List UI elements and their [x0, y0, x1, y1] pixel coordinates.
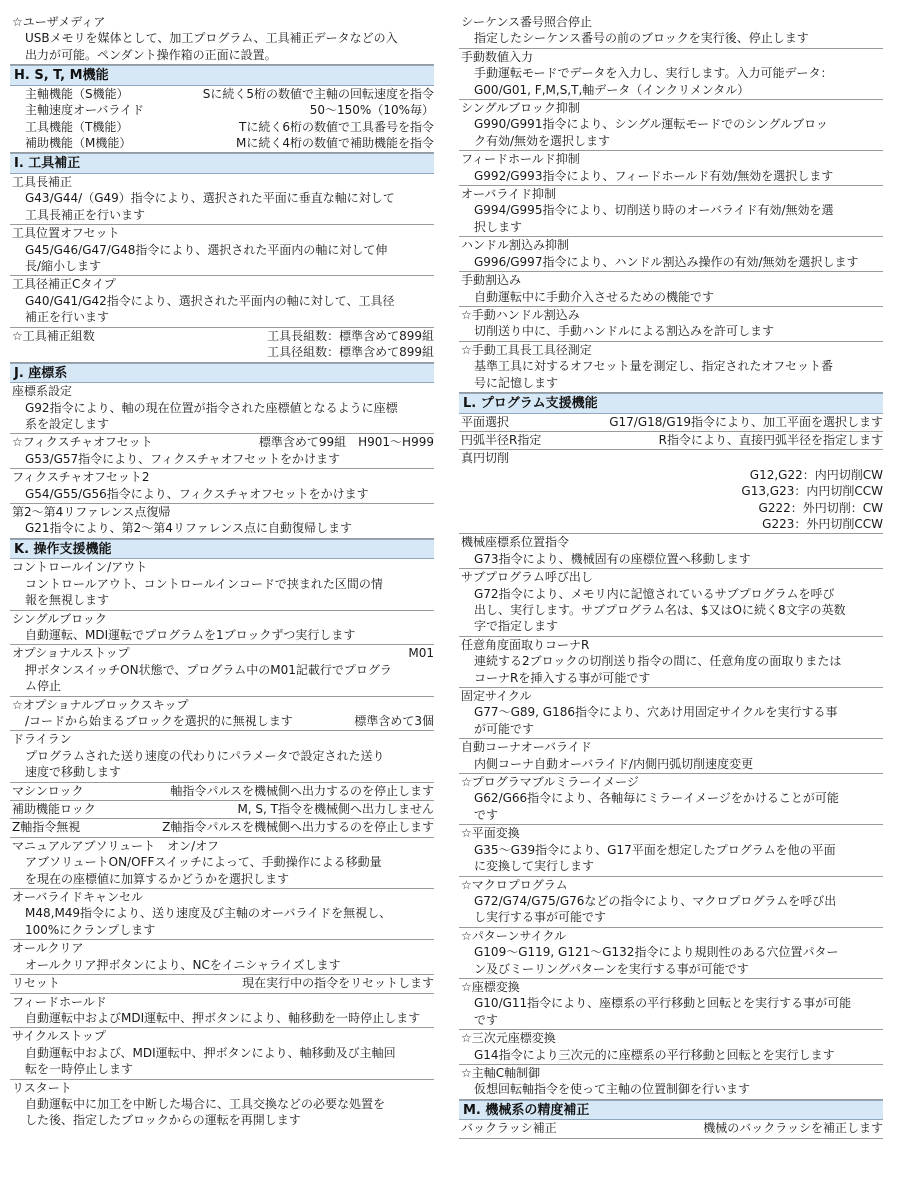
entry — [10, 1080, 434, 1130]
entry — [10, 838, 434, 889]
entry-title: 真円切削 — [461, 451, 510, 466]
entry-desc-line: 長/縮小します — [25, 259, 102, 274]
entry-title: ☆フィクスチャオフセット — [12, 435, 153, 450]
entry — [10, 801, 434, 819]
entry-title: ☆オプショナルブロックスキップ — [12, 697, 189, 712]
entry — [459, 186, 883, 237]
entry-title: オプショナルストップ — [12, 646, 130, 661]
spec-value: Z軸指令パルスを機械側へ出力するのを停止します — [162, 820, 434, 835]
entry-desc-line: コントロールアウト、コントロールインコードで挟まれた区間の情 — [25, 576, 383, 591]
spec-row — [10, 328, 434, 344]
entry-desc-line: 系を設定します — [25, 416, 110, 431]
spec-row — [10, 783, 434, 799]
spec-value: Mに続く4桁の数値で補助機能を指令 — [236, 136, 434, 151]
spec-row — [10, 801, 434, 817]
entry — [459, 825, 883, 876]
entry-desc-line: 自動運転中および、MDI運転中、押ボタンにより、軸移動及び主軸回 — [25, 1045, 396, 1060]
entry-desc-line: プログラムされた送り速度の代わりにパラメータで設定された送り — [25, 748, 385, 763]
spec-value: 標準含めて3個 — [354, 714, 434, 728]
entry-desc-line: 号に記憶します — [474, 375, 559, 390]
spec-row — [10, 819, 434, 835]
entry-tool-offset-sets — [10, 328, 434, 363]
entry — [459, 49, 883, 100]
entry-title: シングルブロック — [12, 611, 107, 626]
entry-desc-line: 速度で移動します — [25, 765, 122, 780]
entry — [10, 819, 434, 837]
entry-desc-line: 報を無視します — [25, 593, 110, 608]
entry-title: ドライラン — [12, 732, 72, 747]
entry-title: オールクリア — [12, 941, 84, 956]
entry-title: リスタート — [12, 1080, 72, 1095]
entry — [459, 14, 883, 49]
entry-desc-line: G14指令により三次元的に座標系の平行移動と回転とを実行します — [474, 1047, 835, 1062]
entry-desc-line: 自動運転中およびMDI運転中、押ボタンにより、軸移動を一時停止します — [25, 1010, 421, 1025]
section-heading-l: L. プログラム支援機能 — [459, 393, 883, 414]
entry-title: サイクルストップ — [12, 1029, 106, 1044]
entry-desc-line: 連続する2ブロックの切削送り指令の間に、任意角度の面取りまたは — [474, 654, 842, 669]
entry-title: ハンドル割込み抑制 — [461, 238, 570, 253]
entry-desc-line: G996/G997指令により、ハンドル割込み操作の有効/無効を選択します — [474, 254, 859, 269]
entry — [10, 1028, 434, 1079]
entry-hstm-rows — [10, 86, 434, 154]
entry-title: ☆主軸C軸制御 — [461, 1065, 541, 1080]
entry-desc-line: した後、指定したブロックからの運転を再開します — [25, 1113, 301, 1128]
entry-desc-line: 択します — [474, 219, 523, 234]
entry-desc-line: 指定したシーケンス番号の前のブロックを実行後、停止します — [474, 31, 809, 46]
entry-desc-line: を現在の座標値に加算するかどうかを選択します — [25, 871, 290, 886]
entry — [459, 877, 883, 928]
entry-desc-line: G109〜G119, G121〜G132指令により規則性のある穴位置パター — [474, 945, 839, 960]
entry-desc-line: USBメモリを媒体として、加工プログラム、工具補正データなどの入 — [25, 31, 398, 46]
entry-desc-line: G92指令により、軸の現在位置が指令された座標値となるように座標 — [25, 400, 398, 415]
entry-desc-line: 工具長補正を行います — [25, 207, 146, 222]
entry-title: 手動数値入力 — [461, 49, 534, 64]
spec-row — [10, 713, 434, 729]
entry — [459, 979, 883, 1030]
entry — [10, 994, 434, 1029]
entry-title: Z軸指令無視 — [12, 820, 81, 835]
spec-value: R指令により、直接円弧半径を指定します — [658, 432, 883, 447]
entry — [10, 504, 434, 539]
entry — [10, 940, 434, 975]
entry-desc-line: 基準工具に対するオフセット量を測定し、指定されたオフセット番 — [474, 359, 834, 374]
spec-row — [459, 414, 883, 430]
entry-title: 任意角度面取りコーナR — [461, 637, 590, 652]
entry-title: 工具位置オフセット — [12, 226, 120, 241]
entry-desc-line: 出力が可能。ペンダント操作箱の正面に設置。 — [25, 47, 277, 62]
entry-desc-line: G45/G46/G47/G48指令により、選択された平面内の軸に対して伸 — [25, 242, 388, 257]
spec-value: G13,G23：内円切削CCW — [741, 484, 883, 499]
entry-desc-line: 100%にクランプします — [25, 922, 156, 937]
entry-desc-line: G53/G57指令により、フィクスチャオフセットをかけます — [25, 451, 341, 466]
entry — [459, 414, 883, 432]
entry — [10, 645, 434, 696]
entry-desc-line: G10/G11指令により、座標系の平行移動と回転とを実行する事が可能 — [474, 996, 852, 1011]
entry-desc-line: 押ボタンスイッチON状態で、プログラム中のM01記載行でプログラ — [25, 662, 392, 677]
entry — [10, 731, 434, 782]
section-heading-m: M. 機械系の精度補正 — [459, 1100, 883, 1121]
entry-title: シーケンス番号照合停止 — [461, 15, 593, 29]
entry-desc-line: G40/G41/G42指令により、選択された平面内の軸に対して、工具径 — [25, 293, 395, 308]
spec-value: 機械のバックラッシを補正します — [703, 1121, 883, 1136]
entry-desc-line: G77〜G89, G186指令により、穴あけ用固定サイクルを実行する事 — [474, 705, 838, 720]
entry — [459, 739, 883, 774]
entry-title: 固定サイクル — [461, 689, 532, 704]
entry — [10, 975, 434, 993]
entry-title: オーバライドキャンセル — [12, 890, 144, 905]
entry-title: ☆座標変換 — [461, 979, 520, 994]
entry-desc-line: 自動運転中に加工を中断した場合に、工具交換などの必要な処置を — [25, 1096, 386, 1111]
spec-row — [10, 135, 434, 151]
spec-value: G12,G22：内円切削CW — [749, 467, 883, 482]
entry-title: ☆手動ハンドル割込み — [461, 307, 580, 322]
entry — [10, 276, 434, 327]
entry — [459, 688, 883, 739]
entry — [459, 237, 883, 272]
entry-desc-line: G43/G44/（G49）指令により、選択された平面に垂直な軸に対して — [25, 191, 395, 206]
entry-title: ☆プログラマブルミラーイメージ — [461, 775, 639, 790]
entry-title: 工具長補正 — [12, 175, 73, 190]
spec-value: 現在実行中の指令をリセットします — [242, 976, 434, 991]
entry-desc-line: です — [474, 807, 499, 822]
spec-value: G223：外円切削CCW — [762, 516, 883, 531]
entry-title: ☆マクロプログラム — [461, 877, 568, 892]
spec-value: G222：外円切削：CW — [758, 500, 883, 515]
section-heading-i: I. 工具補正 — [10, 153, 434, 174]
section-heading-j: J. 座標系 — [10, 363, 434, 384]
entry — [459, 534, 883, 569]
spec-label: 主軸機能（S機能） — [25, 86, 129, 101]
entry-desc-line: し実行する事が可能です — [474, 910, 607, 925]
entry-desc-line: 自動運転中に手動介入させるための機能です — [474, 289, 715, 304]
entry-desc-line: G990/G991指令により、シングル運転モードでのシングルブロッ — [474, 117, 828, 132]
entry-title: 第2〜第4リファレンス点復帰 — [12, 504, 171, 519]
entry — [459, 1120, 883, 1138]
spec-row — [10, 434, 434, 450]
entry — [10, 174, 434, 225]
entry-desc-line: 字で指定します — [474, 619, 559, 634]
entry-desc-line: です — [474, 1012, 499, 1027]
entry — [459, 151, 883, 186]
entry-title: マシンロック — [12, 783, 84, 798]
spec-value: G17/G18/G19指令により、加工平面を選択します — [609, 414, 883, 429]
spec-label: 補助機能（M機能） — [25, 136, 132, 151]
entry-title: 座標系設定 — [12, 384, 73, 399]
entry-title: フィクスチャオフセット2 — [12, 470, 150, 485]
entry-desc-line: 手動運転モードでデータを入力し、実行します。入力可能データ： — [474, 66, 833, 81]
entry-title: ☆ユーザメディア — [12, 15, 106, 29]
entry-desc-line: 補正を行います — [25, 310, 110, 325]
entry-user-media — [10, 14, 434, 65]
entry-title: ☆パターンサイクル — [461, 928, 567, 943]
spec-value: M01 — [408, 646, 434, 661]
entry — [459, 432, 883, 450]
entry-desc-line: コーナRを挿入する事が可能です — [474, 670, 651, 685]
entry-desc-line: /コードから始まるブロックを選択的に無視します — [25, 714, 293, 728]
entry-desc-line: G992/G993指令により、フィードホールド有効/無効を選択します — [474, 168, 834, 183]
spec-value: 工具長組数：標準含めて899組 — [267, 328, 434, 343]
entry-desc-line: G62/G66指令により、各軸毎にミラーイメージをかけることが可能 — [474, 791, 839, 806]
entry-desc-line: アブソリュートON/OFFスイッチによって、手動操作による移動量 — [25, 855, 382, 870]
entry-title: シングルブロック抑制 — [461, 101, 580, 116]
entry-title: バックラッシ補正 — [461, 1121, 557, 1136]
entry — [459, 100, 883, 151]
left-column — [10, 14, 434, 1130]
entry-circle-cutting — [459, 450, 883, 534]
entry-title: 補助機能ロック — [12, 802, 96, 817]
entry — [10, 434, 434, 469]
entry-title: オーバライド抑制 — [461, 187, 557, 202]
entry-desc-line: 内側コーナ自動オーバライド/内側円弧切削速度変更 — [474, 756, 754, 771]
section-heading-h: H. S, T, M機能 — [10, 65, 434, 86]
entry-title: ☆平面変換 — [461, 826, 520, 841]
spec-row — [459, 432, 883, 448]
entry — [459, 307, 883, 342]
entry — [459, 272, 883, 307]
spec-value: 軸指令パルスを機械側へ出力するのを停止します — [170, 783, 434, 798]
entry — [10, 889, 434, 940]
entry-title: フィードホールド — [12, 994, 107, 1009]
entry-desc-line: 仮想回転軸指令を使って主軸の位置制御を行います — [474, 1082, 751, 1097]
entry-desc-line: 切削送り中に、手動ハンドルによる割込みを許可します — [474, 324, 775, 339]
entry — [459, 569, 883, 637]
entry-title: 工具径補正Cタイプ — [12, 277, 116, 292]
spec-label: 工具機能（T機能） — [25, 119, 129, 134]
spec-value: 標準含めて99組 H901〜H999 — [258, 435, 434, 450]
spec-value: Tに続く6桁の数値で工具番号を指令 — [239, 119, 434, 134]
entry — [10, 383, 434, 434]
entry-desc-line: G00/G01, F,M,S,T,軸データ（インクリメンタル） — [474, 82, 750, 97]
entry-title: リセット — [12, 976, 60, 991]
entry — [10, 469, 434, 504]
entry-desc-line: オールクリア押ボタンにより、NCをイニシャライズします — [25, 957, 341, 972]
entry-desc-line: に変換して実行します — [474, 859, 595, 874]
entry-desc-line: G54/G55/G56指令により、フィクスチャオフセットをかけます — [25, 486, 369, 501]
entry-title: サブプログラム呼び出し — [461, 570, 593, 585]
entry-desc-line: G73指令により、機械固有の座標位置へ移動します — [474, 551, 751, 566]
entry-desc-line: ク有効/無効を選択します — [474, 133, 611, 148]
entry-desc-line: G72指令により、メモリ内に記憶されているサブプログラムを呼び — [474, 586, 835, 601]
entry-title: ☆手動工具長工具径測定 — [461, 342, 592, 357]
entry — [10, 783, 434, 801]
section-heading-k: K. 操作支援機能 — [10, 539, 434, 560]
entry-title: ☆三次元座標変換 — [461, 1031, 556, 1046]
entry — [10, 225, 434, 276]
spec-row — [10, 119, 434, 135]
spec-value: 50〜150%（10%毎） — [309, 103, 434, 118]
entry-desc-line: G35〜G39指令により、G17平面を想定したプログラムを他の平面 — [474, 842, 836, 857]
entry — [459, 1030, 883, 1065]
entry-title: ☆工具補正組数 — [12, 328, 95, 343]
spec-row — [10, 86, 434, 102]
entry-desc-line: 自動運転、MDI運転でプログラムを1ブロックずつ実行します — [25, 627, 356, 642]
entry-title: 自動コーナオーバライド — [461, 740, 592, 755]
entry — [459, 928, 883, 979]
entry-desc-line: 転を一時停止します — [25, 1062, 134, 1077]
entry — [10, 697, 434, 732]
entry-title: 機械座標系位置指令 — [461, 535, 570, 550]
entry-desc-line: G72/G74/G75/G76などの指令により、マクロプログラムを呼び出 — [474, 893, 837, 908]
entry-title: 手動割込み — [461, 273, 522, 288]
entry-desc-line: ン及びミーリングパターンを実行する事が可能です — [474, 961, 749, 976]
entry-desc-line: 出し、実行します。サブプログラム名は、$又はOに続く8文字の英数 — [474, 603, 846, 617]
entry-title: コントロールイン/アウト — [12, 560, 148, 575]
spec-label: 主軸速度オーバライド — [25, 103, 145, 118]
entry — [10, 611, 434, 646]
entry-title: マニュアルアブソリュート オン/オフ — [12, 838, 219, 853]
entry-desc-line: ム停止 — [25, 679, 62, 694]
entry-desc-line: G994/G995指令により、切削送り時のオーバライド有効/無効を選 — [474, 203, 834, 218]
entry-title: フィードホールド抑制 — [461, 152, 580, 167]
entry — [459, 774, 883, 825]
entry — [10, 559, 434, 610]
spec-value: 工具径組数：標準含めて899組 — [267, 345, 434, 360]
entry-desc-line: G21指令により、第2〜第4リファレンス点に自動復帰します — [25, 521, 352, 536]
spec-row — [10, 102, 434, 118]
spec-row — [10, 975, 434, 991]
entry-desc-line: が可能です — [474, 721, 535, 736]
spec-row — [10, 645, 434, 661]
spec-value: Sに続く5桁の数値で主軸の回転速度を指令 — [202, 86, 434, 101]
spec-value: M, S, T指令を機械側へ出力しません — [237, 802, 434, 817]
entry — [459, 637, 883, 688]
entry-title: 平面選択 — [461, 414, 510, 429]
spec-row — [459, 1120, 883, 1136]
entry-title: 円弧半径R指定 — [461, 432, 542, 447]
entry — [459, 1065, 883, 1100]
entry-desc-line: M48,M49指令により、送り速度及び主軸のオーバライドを無視し、 — [25, 906, 392, 921]
right-column — [459, 14, 883, 1139]
entry — [459, 342, 883, 393]
